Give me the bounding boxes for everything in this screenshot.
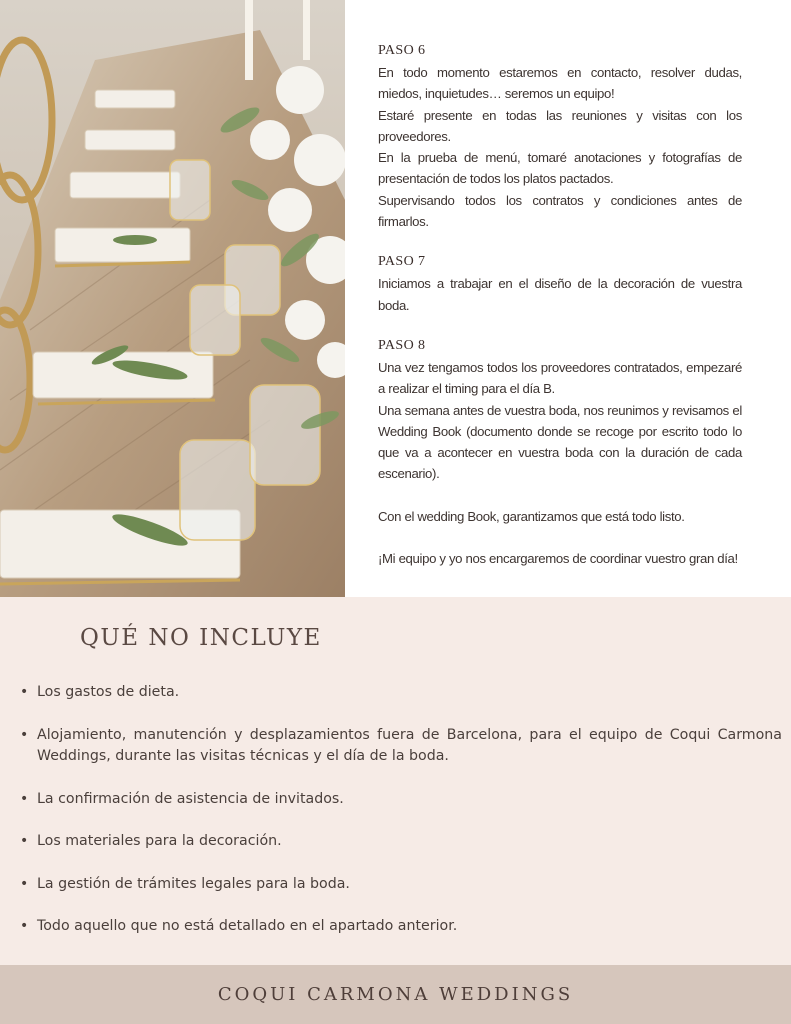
list-item-text: La gestión de trámites legales para la boda. (37, 875, 350, 892)
list-item (20, 725, 782, 768)
exclusions-section (0, 597, 791, 965)
step-paragraph: Una vez tengamos todos los proveedores contratados, empezaré a realizar el timing para el día B. (378, 359, 742, 397)
step-paragraph: En la prueba de menú, tomaré anotaciones y fotografías de presentación de todos los platos pactados. (378, 150, 742, 187)
list-item (20, 789, 782, 811)
list-item (20, 831, 782, 853)
closing-line: Con el wedding Book, garantizamos que está todo listo. (378, 508, 685, 524)
step-6 (378, 42, 742, 232)
step-paragraph: Una semana antes de vuestra boda, nos reunimos y revisamos el Wedding Book (documento donde se recoge por escrito todo lo que va a acontecer en vuestra boda con la duración de cada escenario). (378, 402, 742, 482)
bullet-icon: • (20, 790, 29, 807)
list-item (20, 916, 782, 938)
list-item-text: La confirmación de asistencia de invitados. (37, 790, 344, 807)
step-paragraph: Iniciamos a trabajar en el diseño de la decoración de vuestra boda. (378, 276, 742, 313)
step-7 (378, 253, 742, 316)
list-item-text: Todo aquello que no está detallado en el apartado anterior. (37, 918, 458, 934)
bullet-icon: • (20, 726, 29, 743)
exclusions-title: QUÉ NO INCLUYE (80, 625, 322, 651)
step-title: PASO 6 (378, 43, 426, 58)
bullet-icon: • (20, 833, 29, 849)
step-title: PASO 8 (378, 337, 426, 353)
list-item-text: Alojamiento, manutención y desplazamientos fuera de Barcelona, para el equipo de Coqui Carmona Weddings, durante las visitas técnicas y el día de la boda. (37, 726, 782, 764)
step-paragraph: Estaré presente en todas las reuniones y visitas con los proveedores. (378, 107, 742, 144)
closing-line: ¡Mi equipo y yo nos encargaremos de coordinar vuestro gran día! (378, 551, 738, 567)
bullet-icon: • (20, 918, 29, 934)
step-title: PASO 7 (378, 254, 426, 270)
step-paragraph: En todo momento estaremos en contacto, resolver dudas, miedos, inquietudes… seremos un equipo! (378, 65, 742, 102)
step-8 (378, 337, 742, 569)
table-illustration (0, 0, 345, 597)
brand-name: COQUI CARMONA WEDDINGS (217, 984, 574, 1005)
list-item (20, 682, 782, 704)
bullet-icon: • (20, 875, 29, 892)
exclusions-list (20, 682, 782, 959)
list-item-text: Los gastos de dieta. (37, 684, 180, 700)
footer-bar (0, 965, 791, 1024)
wedding-table-photo (0, 0, 345, 597)
list-item (20, 874, 782, 896)
list-item-text: Los materiales para la decoración. (37, 833, 282, 849)
step-paragraph: Supervisando todos los contratos y condiciones antes de firmarlos. (378, 192, 742, 230)
bullet-icon: • (20, 684, 29, 700)
steps-column (378, 42, 742, 569)
